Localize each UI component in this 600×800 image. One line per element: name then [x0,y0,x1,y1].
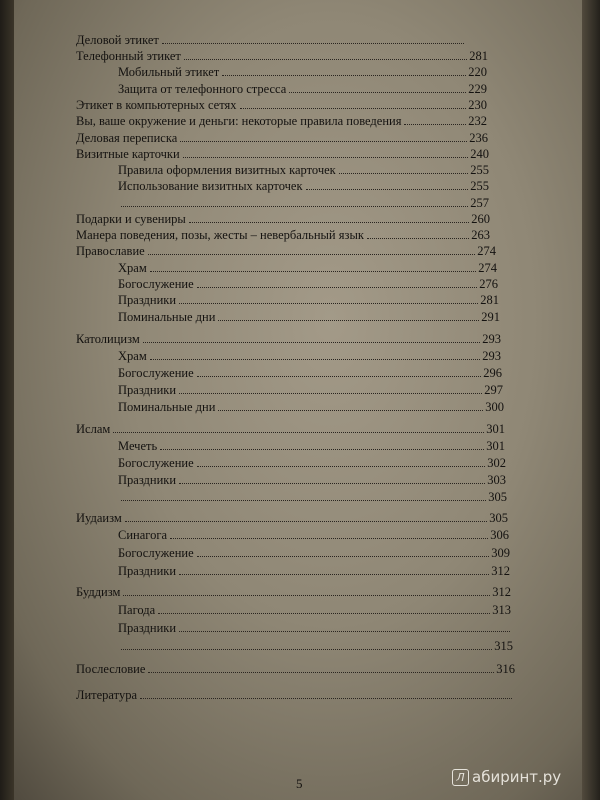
toc-entry-title: Праздники [118,383,177,397]
toc-leader-dots [123,595,490,596]
toc-entry [76,420,505,436]
toc-entry-title: Вы, ваше окружение и деньги: некоторые правила поведения [76,114,402,128]
toc-leader-dots [179,393,482,394]
toc-entry [76,47,488,63]
toc-entry-page: 230 [468,98,487,112]
toc-leader-dots [162,43,464,44]
toc-entry [118,381,503,397]
toc-entry-page: 306 [490,528,509,542]
toc-leader-dots [306,189,469,190]
toc-entry [118,488,507,504]
toc-entry [76,509,508,525]
toc-leader-dots [197,287,478,288]
toc-entry-title: Деловая переписка [76,131,178,145]
toc-entry-page: 315 [494,639,513,653]
toc-entry [76,242,496,258]
toc-entry [118,177,489,193]
toc-entry-page: 236 [469,131,488,145]
toc-entry [76,112,487,128]
toc-leader-dots [339,173,469,174]
toc-entry-page: 313 [492,603,511,617]
toc-entry [118,454,506,470]
toc-entry [76,145,489,161]
toc-entry-title: Мечеть [118,439,158,453]
toc-entry [118,275,498,291]
toc-entry [118,526,509,542]
toc-entry-page: 274 [477,244,496,258]
toc-entry-title: Подарки и сувениры [76,212,186,226]
toc-entry-title: Этикет в компьютерных сетях [76,98,237,112]
toc-entry [118,347,501,363]
toc-leader-dots [218,320,479,321]
toc-entry-page: 312 [492,585,511,599]
toc-entry-page: 303 [487,473,506,487]
toc-leader-dots [179,574,489,575]
toc-leader-dots [143,342,480,343]
toc-leader-dots [218,410,483,411]
toc-entry-page: 257 [470,196,489,210]
toc-entry-title: Православие [76,244,145,258]
toc-entry-page: 291 [481,310,500,324]
toc-entry [118,259,497,275]
toc-entry-page: 281 [480,293,499,307]
toc-entry-page: 276 [479,277,498,291]
toc-entry-title: Праздники [118,621,177,635]
toc-entry-page: 255 [470,163,489,177]
labirint-watermark [452,768,561,786]
toc-leader-dots [222,75,466,76]
toc-entry [118,619,512,635]
toc-leader-dots [289,92,466,93]
toc-entry-page: 305 [488,490,507,504]
toc-leader-dots [170,538,488,539]
toc-entry [118,161,489,177]
toc-leader-dots [179,303,478,304]
toc-entry-page: 302 [487,456,506,470]
toc-leader-dots [197,376,482,377]
toc-leader-dots [197,466,486,467]
toc-entry-page: 229 [468,82,487,96]
toc-entry-page: 281 [469,49,488,63]
toc-entry [118,63,487,79]
toc-entry [118,398,504,414]
toc-leader-dots [180,141,467,142]
toc-entry-title: Праздники [118,473,177,487]
toc-entry [76,129,488,145]
toc-entry [76,330,501,346]
toc-entry-title: Храм [118,349,147,363]
toc-entry [76,686,514,702]
toc-entry [76,96,487,112]
toc-entry-title: Пагода [118,603,156,617]
toc-entry-title: Мобильный этикет [118,65,220,79]
toc-leader-dots [197,556,490,557]
toc-entry-page: 293 [482,349,501,363]
toc-entry-page: 240 [470,147,489,161]
toc-entry [118,437,505,453]
toc-entry-title: Защита от телефонного стресса [118,82,287,96]
toc-entry-title: Использование визитных карточек [118,179,303,193]
toc-leader-dots [240,108,467,109]
toc-entry-page: 296 [483,366,502,380]
toc-entry-title: Послесловие [76,662,146,676]
toc-leader-dots [113,432,484,433]
toc-entry [118,364,502,380]
toc-leader-dots [179,483,485,484]
toc-entry-page: 301 [486,422,505,436]
toc-entry-page: 274 [478,261,497,275]
toc-leader-dots [189,222,469,223]
toc-entry-title: Буддизм [76,585,121,599]
toc-leader-dots [158,613,490,614]
toc-entry [118,194,489,210]
toc-entry [118,637,513,653]
toc-entry-page: 305 [489,511,508,525]
toc-entry-title: Католицизм [76,332,140,346]
toc-entry-page: 297 [484,383,503,397]
toc-entry-title: Поминальные дни [118,310,216,324]
toc-entry-title: Иудаизм [76,511,122,525]
toc-entry-page: 260 [471,212,490,226]
toc-leader-dots [184,59,467,60]
toc-entry-page: 220 [468,65,487,79]
toc-entry [118,601,511,617]
toc-entry-title: Праздники [118,293,177,307]
toc-entry-title: Поминальные дни [118,400,216,414]
toc-entry-page: 263 [471,228,490,242]
page-number: 5 [296,776,303,791]
toc-entry-page: 293 [482,332,501,346]
toc-entry [118,471,506,487]
toc-entry-title: Богослужение [118,456,194,470]
toc-entry [118,80,487,96]
toc-entry-title: Правила оформления визитных карточек [118,163,336,177]
toc-entry [118,291,499,307]
toc-entry-title: Богослужение [118,277,194,291]
toc-entry-title: Телефонный этикет [76,49,181,63]
toc-entry-title: Визитные карточки [76,147,180,161]
toc-entry-title: Синагога [118,528,168,542]
toc-entry-page: 300 [485,400,504,414]
toc-entry-title: Литература [76,688,137,702]
toc-entry-page: 232 [468,114,487,128]
toc-entry-page: 301 [486,439,505,453]
toc-entry-page: 255 [470,179,489,193]
toc-entry [118,308,500,324]
toc-leader-dots [121,206,468,207]
toc-leader-dots [148,672,494,673]
toc-leader-dots [160,449,484,450]
toc-entry-title: Богослужение [118,366,194,380]
toc-leader-dots [367,238,469,239]
toc-leader-dots [179,631,510,632]
toc-entry [76,583,511,599]
toc-leader-dots [404,124,466,125]
toc-entry-title: Храм [118,261,147,275]
toc-entry [76,31,466,47]
toc-entry-page: 312 [491,564,510,578]
toc-leader-dots [121,500,486,501]
toc-entry [76,660,515,676]
toc-entry-title: Богослужение [118,546,194,560]
toc-leader-dots [121,649,492,650]
toc-leader-dots [150,359,481,360]
toc-entry-page: 309 [491,546,510,560]
toc-entry [76,226,490,242]
toc-entry-title: Деловой этикет [76,33,159,47]
toc-entry-page: 316 [496,662,515,676]
toc-entry-title: Праздники [118,564,177,578]
toc-leader-dots [140,698,512,699]
toc-leader-dots [150,271,477,272]
watermark-text: абиринт.ру [472,768,562,786]
toc-leader-dots [125,521,487,522]
toc-entry-title: Ислам [76,422,111,436]
toc-leader-dots [148,254,476,255]
toc-leader-dots [183,157,469,158]
toc-entry-title: Манера поведения, позы, жесты – невербальный язык [76,228,364,242]
toc-entry [118,544,510,560]
labirint-logo-icon: Л [452,769,469,786]
toc-entry [76,210,490,226]
toc-entry [118,562,510,578]
